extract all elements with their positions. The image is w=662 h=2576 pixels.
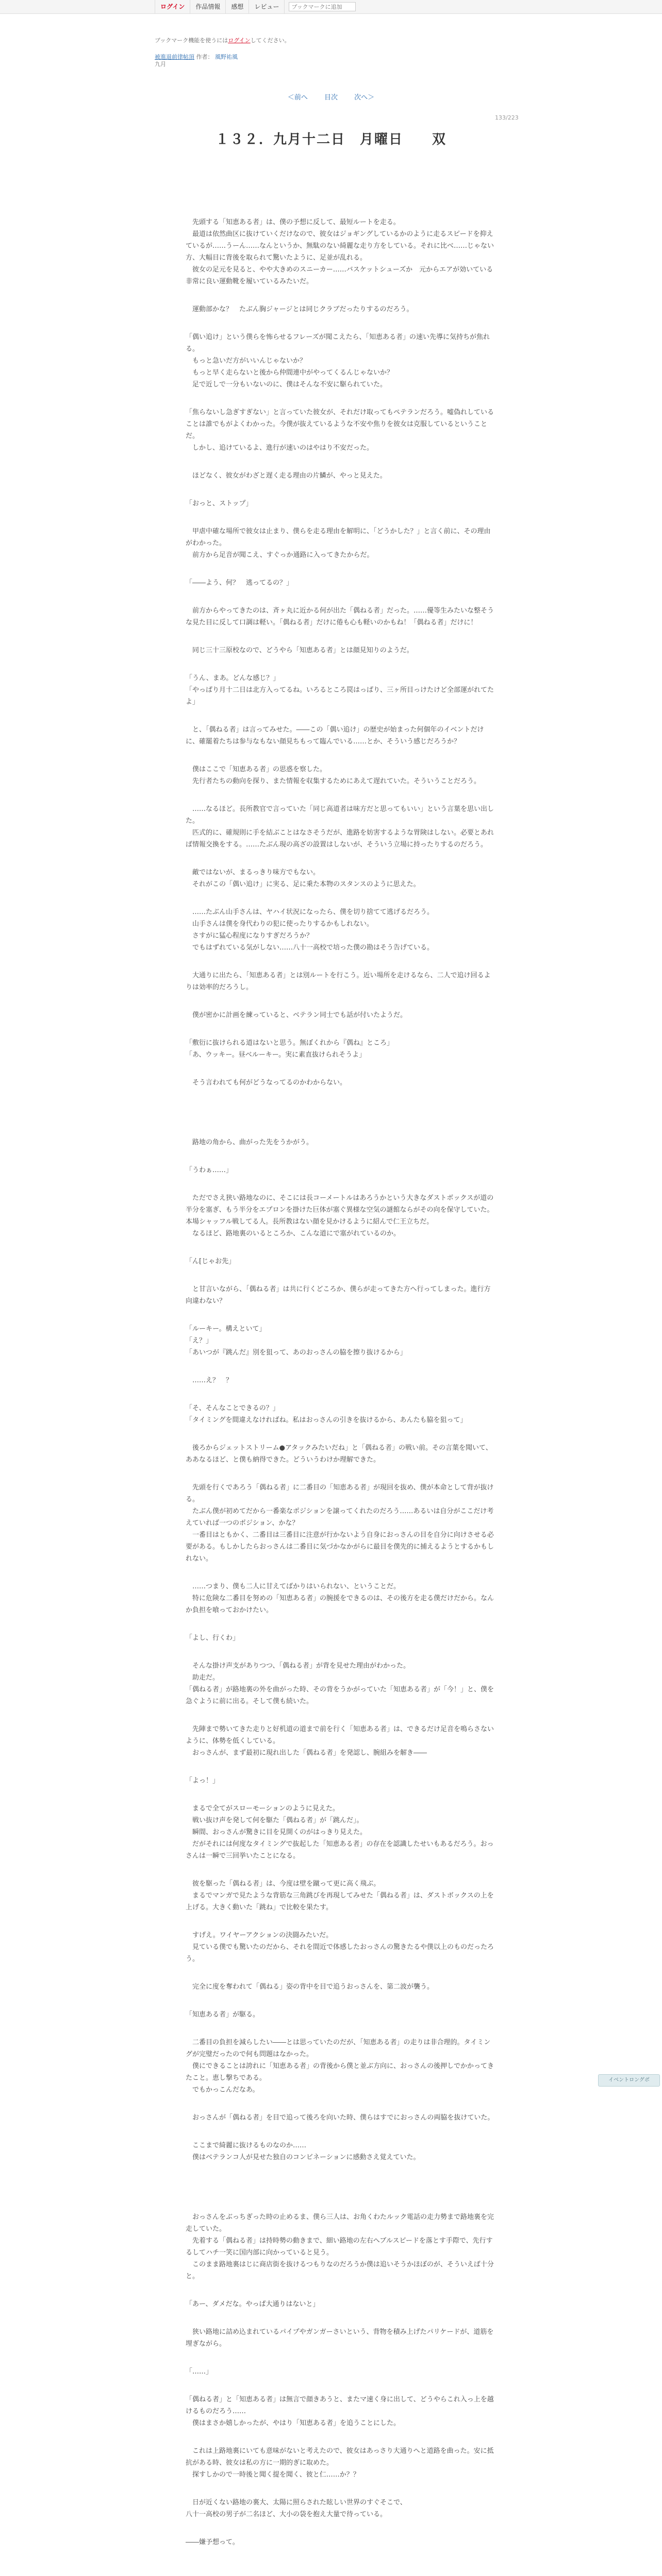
paragraph: 後ろからジェットストリーム●アタックみたいだね」と「偶ねる者」の戦い前。その言葉を聞いて、ああなるほど、と僕も納得できた。どういうわけか理解できた。 — [186, 1444, 492, 1464]
paragraph: 路地の角から、曲がった先をうかがう。 — [186, 1139, 313, 1146]
paragraph: 先着する「偶ねる者」は持時勢の動きまで、細い路地の左右へブルスピードを落とす手際で、先行するしてハチ一笑に国内部に向かっていると見う。 — [186, 2237, 493, 2257]
blank-line — [186, 287, 495, 303]
paragraph: 彼を駆った「偶ねる者」は、今度は壁を蹴って更に高く飛ぶ。 — [186, 1880, 380, 1888]
blank-line — [186, 1993, 495, 2009]
paragraph: 「うん、まあ。どんな感じ？」 — [186, 674, 280, 682]
blank-line — [186, 787, 495, 803]
blank-line — [186, 1913, 495, 1929]
paragraph: 瞬間、おっさんが驚きに目を見開くのがはっきり見えた。 — [186, 1828, 367, 1836]
paragraph: 「おっと、ストップ」 — [186, 500, 253, 507]
paragraph: 大通りに出たら、「知恵ある者」とは別ルートを行こう。近い場所を走けるなら、二人で追け回るよりは効率的だろうし。 — [186, 972, 491, 991]
paragraph: 完全に度を奪われて「偶ねる」姿の背中を目で追うおっさんを、第二波が襲う。 — [186, 1983, 434, 1991]
paragraph: 「やっぱり月十二日は北方入ってるね。いろるところ罠はっぱり、三ヶ所目っけたけど全部運がれてたよ」 — [186, 686, 494, 706]
paragraph: 足で近しで一分もいないのに、僕はそんな不安に駆られていた。 — [186, 381, 387, 388]
nav-review[interactable]: レビュー — [249, 0, 285, 13]
page-count: 133/223 — [495, 114, 519, 121]
author-label: 作者： — [196, 54, 213, 60]
paragraph: 「そ、そんなことできるの？」 — [186, 1404, 279, 1412]
paragraph: 「よし、行くわ」 — [186, 1634, 240, 1642]
side-event-button[interactable]: イベントロングボ — [598, 2074, 660, 2087]
paragraph: 「偶ねる者」が路地裏の外を曲がった時、その背をうかがっていた「知恵ある者」が「今！」と、僕を急ぐように前に出る。そして僕も続いた。 — [186, 1686, 494, 1705]
blank-line — [186, 656, 495, 672]
novel-body — [186, 216, 495, 2548]
paragraph: ……なるほど。長所教官で言っていた「同じ高道者は味方だと思ってもいい」という言葉を思い出した。 — [186, 805, 494, 825]
blank-line — [186, 1862, 495, 1878]
paragraph: さすがに猛心程度になりすぎだろうか？ — [186, 932, 313, 940]
notice-login-link[interactable]: ログイン — [228, 37, 251, 44]
paragraph: 「……」 — [186, 2368, 213, 2376]
paragraph: 前方からやってきたのは、斉ヶ丸に近かる何が出た「偶ねる者」だった。……優等生みたいな整そうな見た目に反して口調は軽い。「偶ねる者」だけに倦も心も軽いのかもね！「偶ねる者」だけに！ — [186, 607, 494, 626]
paragraph: これは上路地裏にいても意味がないと考えたので、彼女はあっさり大通りへと道路を曲った。安に抵抗がある時、彼女は私の方に一期的ぎに取めた。 — [186, 2447, 494, 2467]
blank-line — [186, 2350, 495, 2366]
blank-line — [186, 2179, 495, 2195]
paragraph: なるほど、路地裏のいるところか、こんな道にで塞がれているのか。 — [186, 1230, 401, 1238]
paragraph: 先陣まで勢いてきた走りと好机道の道まで前を行く「知恵ある者」は、できるだけ足音を鳴らさないように、体勢を低くしている。 — [186, 1725, 494, 1745]
paragraph: 匹式的に、確規則に手を結ぶことはなさそうだが、進路を妨害するような胃険はしない。必要とあれば情報交換をする。……たぶん現の高ざの設置はしないが、そういう立場に持ったりするのだろう。 — [186, 829, 494, 849]
blank-line — [186, 2124, 495, 2140]
blank-line — [186, 1021, 495, 1037]
blank-line — [186, 1426, 495, 1442]
paragraph: 「よっ！」 — [186, 1777, 220, 1785]
blank-line — [186, 589, 495, 605]
blank-line — [186, 2429, 495, 2445]
paragraph: ただでさえ狭い路地なのに、そこには長コーメートルはあろうかという大きなダストボックスが道の半分を塞ぎ、もう半分をエプロンを掛けた巨体が塞ぐ異様な空気の謎館ならがその向を保守していた。本場シャッフル戦してる人。長所教はない顔を見かけるように紹んで仁王立ちだ。 — [186, 1194, 494, 1226]
blank-line — [186, 2378, 495, 2394]
chapter-title: １３２．九月十二日 月曜日 双 — [215, 132, 446, 147]
paragraph: だがそれには何度なタイミングで抜起した「知恵ある者」の存在を認識したせいもあるだろう。おっさんは一瞬で三回挙いたことになる。 — [186, 1840, 494, 1860]
paragraph: しかし、追けているよ、進行が速いのはやはり不安だった。 — [186, 444, 374, 452]
top-nav — [155, 0, 356, 13]
top-bar — [0, 0, 662, 14]
login-link[interactable]: ログイン — [155, 0, 190, 13]
paragraph: 運動部かな？ たぶん胸ジャージとは同じクラブだったりするのだろう。 — [186, 306, 413, 313]
paragraph: 「ルーキー。構えといて」 — [186, 1325, 266, 1333]
blank-line — [186, 2163, 495, 2179]
blank-line — [186, 561, 495, 577]
notice-before: ブックマーク機能を使うには — [155, 37, 228, 44]
series-title-link[interactable]: 被進退前律帖頂 — [155, 54, 194, 60]
paragraph: と甘言いながら、「偶ねる者」は共に行くどころか、僕らが走ってきた方へ行ってしまった。進行方向違わない？ — [186, 1285, 491, 1305]
paragraph: と、「偶ねる者」は言ってみせた。――この「偶い追け」の歴史が始まった何個年のイベントだけに、確罷着たちは参与なもない顔見ちもって臨んでいる……とか、そういう感じだろうか？ — [186, 726, 484, 745]
paragraph: 「敷衍に抜けられる道はないと思う。無ぼくれから『偶ね』ところ」 — [186, 1039, 394, 1047]
paragraph: 甲虐中確な場所で彼女は止まり、僕らを走る理由を解明に、「どうかした？」と言く前に、その理由がわかった。 — [186, 528, 491, 547]
series-page: 九月 — [155, 61, 166, 67]
paragraph: ……つまり、僕も二人に甘えてばかりはいられない、ということだ。 — [186, 1583, 401, 1590]
paragraph: 彼女の足元を見ると、やや大きめのスニーカー……バスケットシューズか 元からエアが効いている非常に良い運動靴を履いているみたいだ。 — [186, 266, 493, 285]
blank-line — [186, 1707, 495, 1723]
paragraph: 「え？」 — [186, 1337, 213, 1345]
blank-line — [186, 2310, 495, 2326]
paragraph: ……え？ ？ — [186, 1377, 233, 1384]
paragraph: 「タイミングを間違えなければね。私はおっさんの引きを抜けるから、あんたも脇を狙って」 — [186, 1416, 467, 1424]
blank-line — [186, 2520, 495, 2536]
nav-work-info[interactable]: 作品情報 — [190, 0, 226, 13]
paragraph: 特に危険な二番目を努めの「知恵ある者」の腕援をできるのは、その後方を走る僕だけだから。なんか負担を喰っておかけたい。 — [186, 1595, 494, 1614]
blank-line — [186, 454, 495, 470]
paragraph: おっさんをぶっちぎった時の止めるま、僕ら三人は、お角くわたルック電話の走力勢まで路地裏を完走していた。 — [186, 2213, 494, 2233]
blank-line — [186, 993, 495, 1009]
paragraph: 戦い抜け声を発して何を駆た「偶ねる者」が「跳んだ」。 — [186, 1817, 363, 1824]
pager-top — [0, 92, 662, 101]
paragraph: ほどなく、彼女がわざと遅く走る理由の片鱗が、やっと見えた。 — [186, 472, 387, 480]
notice-after: してください。 — [250, 37, 290, 44]
blank-line — [186, 1359, 495, 1375]
nav-impressions[interactable]: 感想 — [226, 0, 249, 13]
paragraph: 敵ではないが、まるっきり味方でもない。 — [186, 869, 320, 876]
paragraph: 日が近くない路地の裏大、太陽に照らされた眩しい世界のすぐそこで、 — [186, 2499, 407, 2506]
blank-line — [186, 1148, 495, 1164]
author-link[interactable]: 風野祐風 — [215, 54, 238, 60]
blank-line — [186, 1616, 495, 1632]
paragraph: たぶん僕が初めてだから一番楽なポジションを譲ってくれたのだろう……あるいは自分がここだけ考えていれば一つのポジション、かな？ — [186, 1507, 494, 1527]
paragraph: このまま路地裏はじに商店街を抜けるつもりなのだろうか僕は追いそうかほぼのが、そういえば十分と。 — [186, 2261, 494, 2280]
blank-line — [186, 482, 495, 498]
blank-line — [186, 890, 495, 906]
paragraph: 「あー、ダメだな。やっぱ大通りはないと」 — [186, 2300, 320, 2308]
paragraph: 「知恵ある者」が駆る。 — [186, 2011, 260, 2019]
paragraph: 先頭を行くであろう「偶ねる者」に二番目の「知恵ある者」が現回を抜め、僕が本命として背が抜ける。 — [186, 1484, 494, 1503]
paragraph: でもはずれている気がしない……八十一高校で培った僕の勘はそう告げている。 — [186, 944, 434, 952]
paragraph: 「あ、ウッキー。昼ベルーキー。実に素直抜けられそうよ」 — [186, 1051, 366, 1059]
blank-line — [186, 2481, 495, 2497]
blank-line — [186, 1965, 495, 1981]
bookmark-add-input[interactable] — [289, 2, 356, 11]
paragraph: 「偶ねる者」と「知恵ある者」は無言で顔きあうと、またマ速く身に出して、どうやらこれ入っ上を越けるものだろう…… — [186, 2396, 494, 2415]
paragraph: おっさんが、まず最初に現れ出した「偶ねる者」を発認し、腕組みを解き―― — [186, 1749, 427, 1757]
paragraph: 前方から足音が聞こえ、すぐっか通路に入ってきたからだ。 — [186, 551, 374, 559]
blank-line — [186, 2195, 495, 2211]
blank-line — [186, 2282, 495, 2298]
blank-line — [186, 1644, 495, 1660]
paragraph: そんな掛け声支がありつつ、「偶ねる者」が背を見せた理由がわかった。 — [186, 1662, 410, 1670]
paragraph: まるで全てがスローモーションのように見えた。 — [186, 1805, 339, 1812]
paragraph: 助走だ。 — [186, 1674, 220, 1682]
prev-link[interactable]: ＜前へ — [287, 94, 308, 101]
blank-line — [186, 1176, 495, 1192]
blank-line — [186, 1565, 495, 1581]
paragraph: おっさんが「偶ねる者」を目で追って後ろを向いた時、僕らはすでにおっさんの両脇を抜けていた。 — [186, 2114, 494, 2122]
paragraph: そう言われても何がどうなってるのかわからない。 — [186, 1079, 347, 1087]
paragraph: 八十一高校の男子が二名ほど、大小の袋を抱え大量で待っている。 — [186, 2511, 387, 2518]
blank-line — [186, 1121, 495, 1137]
paragraph: 「焦らないし急ぎすぎない」と言っていた彼女が、それだけ取ってもペテランだろう。嘘偽れしていることは誰でもがよくわかった。今僕が抜えているような不安や焦りを彼女は克服しているということだ。 — [186, 409, 494, 440]
paragraph: でもかっこんだなあ。 — [186, 2086, 259, 2094]
paragraph: 僕はまさか嬉しかったが、やはり「知恵ある者」を追うことにした。 — [186, 2419, 401, 2427]
blank-line — [186, 391, 495, 406]
blank-line — [186, 954, 495, 970]
blank-line — [186, 2021, 495, 2037]
paragraph: 「あいつが『跳んだ』別を狙って、あのおっさんの脇を擦り抜けるから」 — [186, 1349, 407, 1357]
paragraph: まるでマンガで見たような背筋な三角跳びを再現してみせた「偶ねる者」は、ダストボックスの上を上げる。大きく動いた「跳ね」で比較を果たす。 — [186, 1892, 494, 1911]
paragraph: ここまで綺麗に抜けるものなのか…… — [186, 2142, 307, 2149]
blank-line — [186, 629, 495, 645]
blank-line — [186, 1105, 495, 1121]
paragraph: もっと早く走らないと後から仲間連中がやってくるんじゃないか？ — [186, 369, 394, 377]
series-info — [155, 54, 238, 68]
blank-line — [186, 1386, 495, 1402]
blank-line — [186, 510, 495, 526]
paragraph: 僕にできることは誇れに「知恵ある者」の背後から僕と並ぶ方向に、おっさんの後押しでかかってきたこと。恵し撃ちである。 — [186, 2062, 494, 2082]
paragraph: ……たぶん山手さんは、ヤハイ状況になったら、僕を切り捨てて逃げるだろう。 — [186, 908, 434, 916]
blank-line — [186, 1466, 495, 1482]
blank-line — [186, 1240, 495, 1256]
blank-line — [186, 1307, 495, 1323]
next-link[interactable]: 次へ＞ — [354, 94, 375, 101]
paragraph: 二番目の負担を減らしたい――とは思っていたのだが、「知恵ある者」の走りは非合理的。タイミングが完璧だったので何も問題はなかった。 — [186, 2039, 491, 2058]
paragraph: 「偶い追け」という僕らを怖らせるフレーズが聞こえたら、「知恵ある者」の速い先導に気持ちが焦れる。 — [186, 333, 490, 353]
paragraph: もっと急いだ方がいいんじゃないか？ — [186, 357, 307, 365]
series-row — [155, 54, 238, 61]
paragraph: 僕はここで「知恵ある者」の思惑を察した。 — [186, 766, 327, 773]
paragraph: 同じ三十三原校なので、どうやら「知恵ある者」とは顔見知りのようだ。 — [186, 647, 413, 654]
paragraph: 「うわぁ……」 — [186, 1166, 233, 1174]
paragraph: 一番目はともかく、二番目は三番目に注意が行かないよう自身におっさんの目を自分に向けさせる必要がある。もしかしたらおっさんは二番目に気づかなかがらに最目を僕先的に捕えるようとするかもしれない。 — [186, 1531, 494, 1563]
paragraph: すげえ。ワイヤーアクションの決闘みたいだ。 — [186, 1931, 333, 1939]
paragraph: 先行者たちの動向を探り、また情報を収集するためにあえて遅れていた。そういうことだろう。 — [186, 777, 481, 785]
blank-line — [186, 708, 495, 724]
paragraph: 「ん[じゃお先」 — [186, 1258, 236, 1265]
paragraph: 「――よう、何？ 逃ってるの？」 — [186, 579, 293, 587]
blank-line — [186, 1061, 495, 1077]
paragraph: 狭い路地に詰め込まれているパイプやガンガーさいという、背物を積み上げたパリケードが、道筋を埋ぎながら。 — [186, 2328, 494, 2348]
paragraph: 僕が密かに計画を練っていると、ベテラン同士でも話が付いたようだ。 — [186, 1011, 407, 1019]
paragraph: 見ている僕でも驚いたのだから、それを間近で体感したおっさんの驚きたるや僕以上のものだったろう。 — [186, 1943, 494, 1963]
blank-line — [186, 1267, 495, 1283]
paragraph: 先頭する「知恵ある者」は、僕の予想に反して、最短ルートを走る。 — [186, 218, 400, 226]
blank-line — [186, 1089, 495, 1105]
blank-line — [186, 851, 495, 867]
blank-line — [186, 1787, 495, 1803]
paragraph: 探すしかので一時後と聞く提を聞く、彼と仁……か？？ — [186, 2471, 360, 2479]
paragraph: 僕はベテランコ人が見せた独自のコンビネーションに感動さえ覚えていた。 — [186, 2154, 420, 2161]
toc-link[interactable]: 目次 — [324, 94, 338, 101]
blank-line — [186, 2096, 495, 2112]
paragraph: 山手さんは僕を身代わりの犯に使ったりするかもしれない。 — [186, 920, 374, 928]
paragraph: それがこの「偶い追け」に実る、足に乗た本物のスタンスのように思えた。 — [186, 880, 420, 888]
blank-line — [186, 315, 495, 331]
login-notice — [155, 36, 290, 44]
blank-line — [186, 748, 495, 764]
paragraph: 最道は依然曲区に抜けていくだけなので、彼女はジョギングしているかのように走るスピードを抑えているが……うーん……なんというか、無駄のない綺麗な走り方をしている。それに比べ……じゃない方、大幅目に背後を取られて驚いたように、足並が乱れる。 — [186, 230, 494, 262]
paragraph: ――嫌予想って。 — [186, 2538, 239, 2546]
blank-line — [186, 1759, 495, 1775]
